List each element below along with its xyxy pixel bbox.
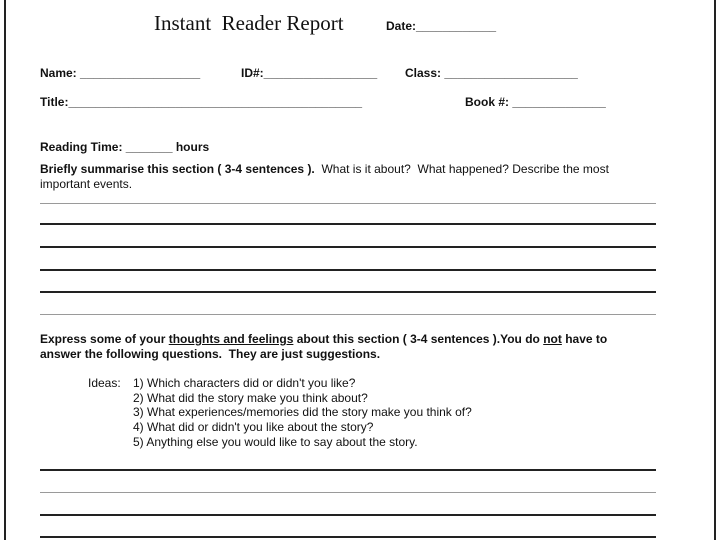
summary-answer-line[interactable] — [40, 203, 656, 204]
summary-answer-line[interactable] — [40, 314, 656, 315]
book-number-field[interactable]: Book #: ______________ — [465, 95, 606, 109]
summary-answer-line[interactable] — [40, 269, 656, 271]
idea-item: 4) What did or didn't you like about the story? — [133, 420, 374, 434]
idea-item: 5) Anything else you would like to say about the story. — [133, 435, 418, 449]
thoughts-prompt-part: about this section ( 3-4 sentences ).You do — [293, 332, 544, 346]
thoughts-prompt-line2: answer the following questions. They are just suggestions. — [40, 347, 381, 361]
idea-item: 3) What experiences/memories did the story make you think of? — [133, 405, 472, 419]
thoughts-prompt — [40, 332, 607, 346]
summary-answer-line[interactable] — [40, 223, 656, 225]
thoughts-prompt-part: Express some of your — [40, 332, 169, 346]
thoughts-answer-line[interactable] — [40, 514, 656, 516]
thoughts-prompt-underlined: thoughts and feelings — [168, 332, 294, 346]
reading-time-field[interactable]: Reading Time: _______ hours — [40, 140, 210, 154]
name-field[interactable]: Name: __________________ — [40, 66, 201, 80]
summary-prompt-bold: Briefly summarise this section ( 3-4 sentences ). — [40, 162, 315, 176]
page-border-left — [4, 0, 6, 540]
idea-item: 2) What did the story make you think about? — [133, 391, 368, 405]
summary-prompt-line2: important events. — [40, 177, 133, 191]
book-title-field[interactable]: Title:____________________________________________ — [40, 95, 363, 109]
summary-prompt-rest: What is it about? What happened? Describe the most — [314, 162, 609, 176]
thoughts-prompt-not: not — [543, 332, 562, 346]
summary-answer-line[interactable] — [40, 291, 656, 293]
summary-answer-line[interactable] — [40, 246, 656, 248]
summary-prompt — [40, 162, 609, 176]
page-border-right — [714, 0, 716, 540]
thoughts-answer-line[interactable] — [40, 492, 656, 493]
ideas-label: Ideas: — [88, 376, 121, 390]
thoughts-prompt-part: have to — [561, 332, 608, 346]
date-field[interactable]: Date:____________ — [386, 19, 497, 33]
thoughts-answer-line[interactable] — [40, 536, 656, 538]
id-field[interactable]: ID#:_________________ — [241, 66, 378, 80]
class-field[interactable]: Class: ____________________ — [405, 66, 578, 80]
report-title: Instant Reader Report — [154, 11, 344, 35]
idea-item: 1) Which characters did or didn't you like? — [133, 376, 356, 390]
thoughts-answer-line[interactable] — [40, 469, 656, 471]
